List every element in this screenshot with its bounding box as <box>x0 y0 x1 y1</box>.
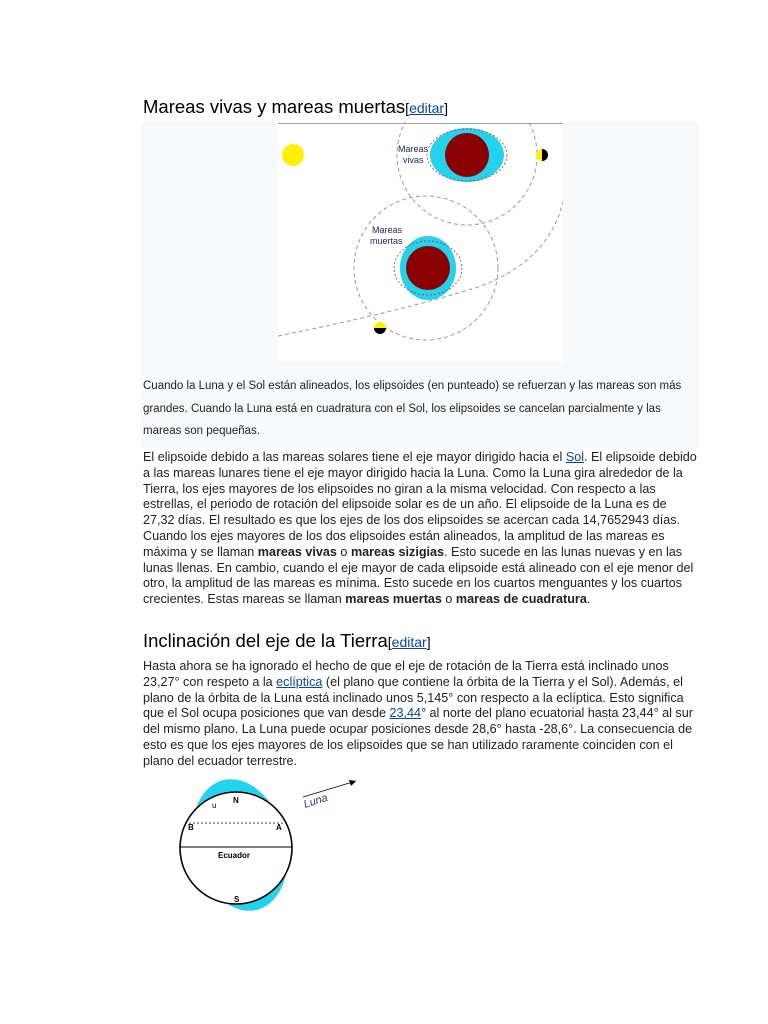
label-mareas-vivas-2: vivas <box>403 155 424 165</box>
label-mareas-muertas-1: Mareas <box>372 225 403 235</box>
label-ecuador: Ecuador <box>218 851 251 860</box>
label-n: N <box>233 796 239 805</box>
edit-section-link[interactable]: editar <box>409 100 445 116</box>
section-heading-mareas <box>143 96 448 119</box>
label-u: u <box>212 801 217 810</box>
term-mareas-muertas: mareas muertas <box>345 592 442 607</box>
term-mareas-vivas: mareas vivas <box>257 544 337 559</box>
earth-icon <box>445 133 489 177</box>
edit-section-link-wrapper: [editar] <box>387 634 431 650</box>
label-b: B <box>188 823 194 832</box>
label-s: S <box>234 895 240 904</box>
label-luna: Luna <box>302 791 330 811</box>
paragraph-inclinacion: Hasta ahora se ha ignorado el hecho de que el eje de rotación de la Tierra está inclinado unos 23,27° con respeto a la eclíptica (el plano que contiene la órbita de la Tierra y el Sol). Además, el plano de la órbita de la Luna está inclinado unos 5,145° con respecto a la eclíptica. Esto significa que el Sol ocupa posiciones que van desde 23,44° al norte del plano ecuatorial hasta 23,44° al sur del mismo plano. La Luna puede ocupar posiciones desde 28,6° hasta -28,6°. La consecuencia de esto es que los ejes mayores de los elipsoides que se han utilizado raramente coinciden con el plano del ecuador terrestre. <box>143 659 693 768</box>
label-mareas-muertas-2: muertas <box>370 236 403 246</box>
label-a: A <box>276 823 282 832</box>
edit-section-link-wrapper: [editar] <box>405 100 448 116</box>
earth-axis-diagram <box>168 775 368 915</box>
tides-diagram <box>278 122 563 362</box>
link-sol[interactable]: Sol <box>565 450 585 464</box>
label-mareas-vivas-1: Mareas <box>398 144 429 154</box>
earth-icon <box>406 246 450 290</box>
link-23-44[interactable]: 23,44 <box>389 706 421 721</box>
section-heading-inclinacion <box>143 630 431 653</box>
paragraph-mareas: El elipsoide debido a las mareas solares tiene el eje mayor dirigido hacia el Sol. El elipsoide debido a las mareas lunares tiene el eje mayor dirigido hacia la Luna. Como la Luna gira alrededor de la Tierra, los ejes mayores de los elipsoides no giran a la misma velocidad. Con respecto a las estrellas, el periodo de rotación del elipsoide solar es de un año. El elipsoide de la Luna es de 27,32 días. El resultado es que los ejes de los dos elipsoides se acercan cada 14,7652943 días. Cuando los ejes mayores de los dos elipsoides están alineados, la amplitud de las mareas es máxima y se llaman mareas vivas o mareas sizigias. Esto sucede en las lunas nuevas y en las lunas llenas. En cambio, cuando el eje mayor de cada elipsoide está alineado con el eje menor del otro, la amplitud de las mareas es mínima. Esto sucede en los cuartos menguantes y los cuartos crecientes. Estas mareas se llaman mareas muertas o mareas de cuadratura. <box>143 450 697 607</box>
term-mareas-sizigias: mareas sizigias <box>350 544 445 559</box>
section-title: Inclinación del eje de la Tierra <box>143 630 388 651</box>
link-ecliptica[interactable]: eclíptica <box>276 674 323 689</box>
tides-figure <box>141 122 699 448</box>
section-title: Mareas vivas y mareas muertas <box>143 96 406 117</box>
edit-section-link[interactable]: editar <box>391 634 427 650</box>
figure-caption: Cuando la Luna y el Sol están alineados, los elipsoides (en punteado) se refuerzan y las mareas son más grandes. Cuando la Luna está en cuadratura con el Sol, los elipsoides se cancelan parcialmente y las mareas son pequeñas. <box>143 380 682 437</box>
term-mareas-cuadratura: mareas de cuadratura <box>455 592 587 607</box>
earth-circle <box>180 792 292 904</box>
sun-icon <box>282 144 304 166</box>
